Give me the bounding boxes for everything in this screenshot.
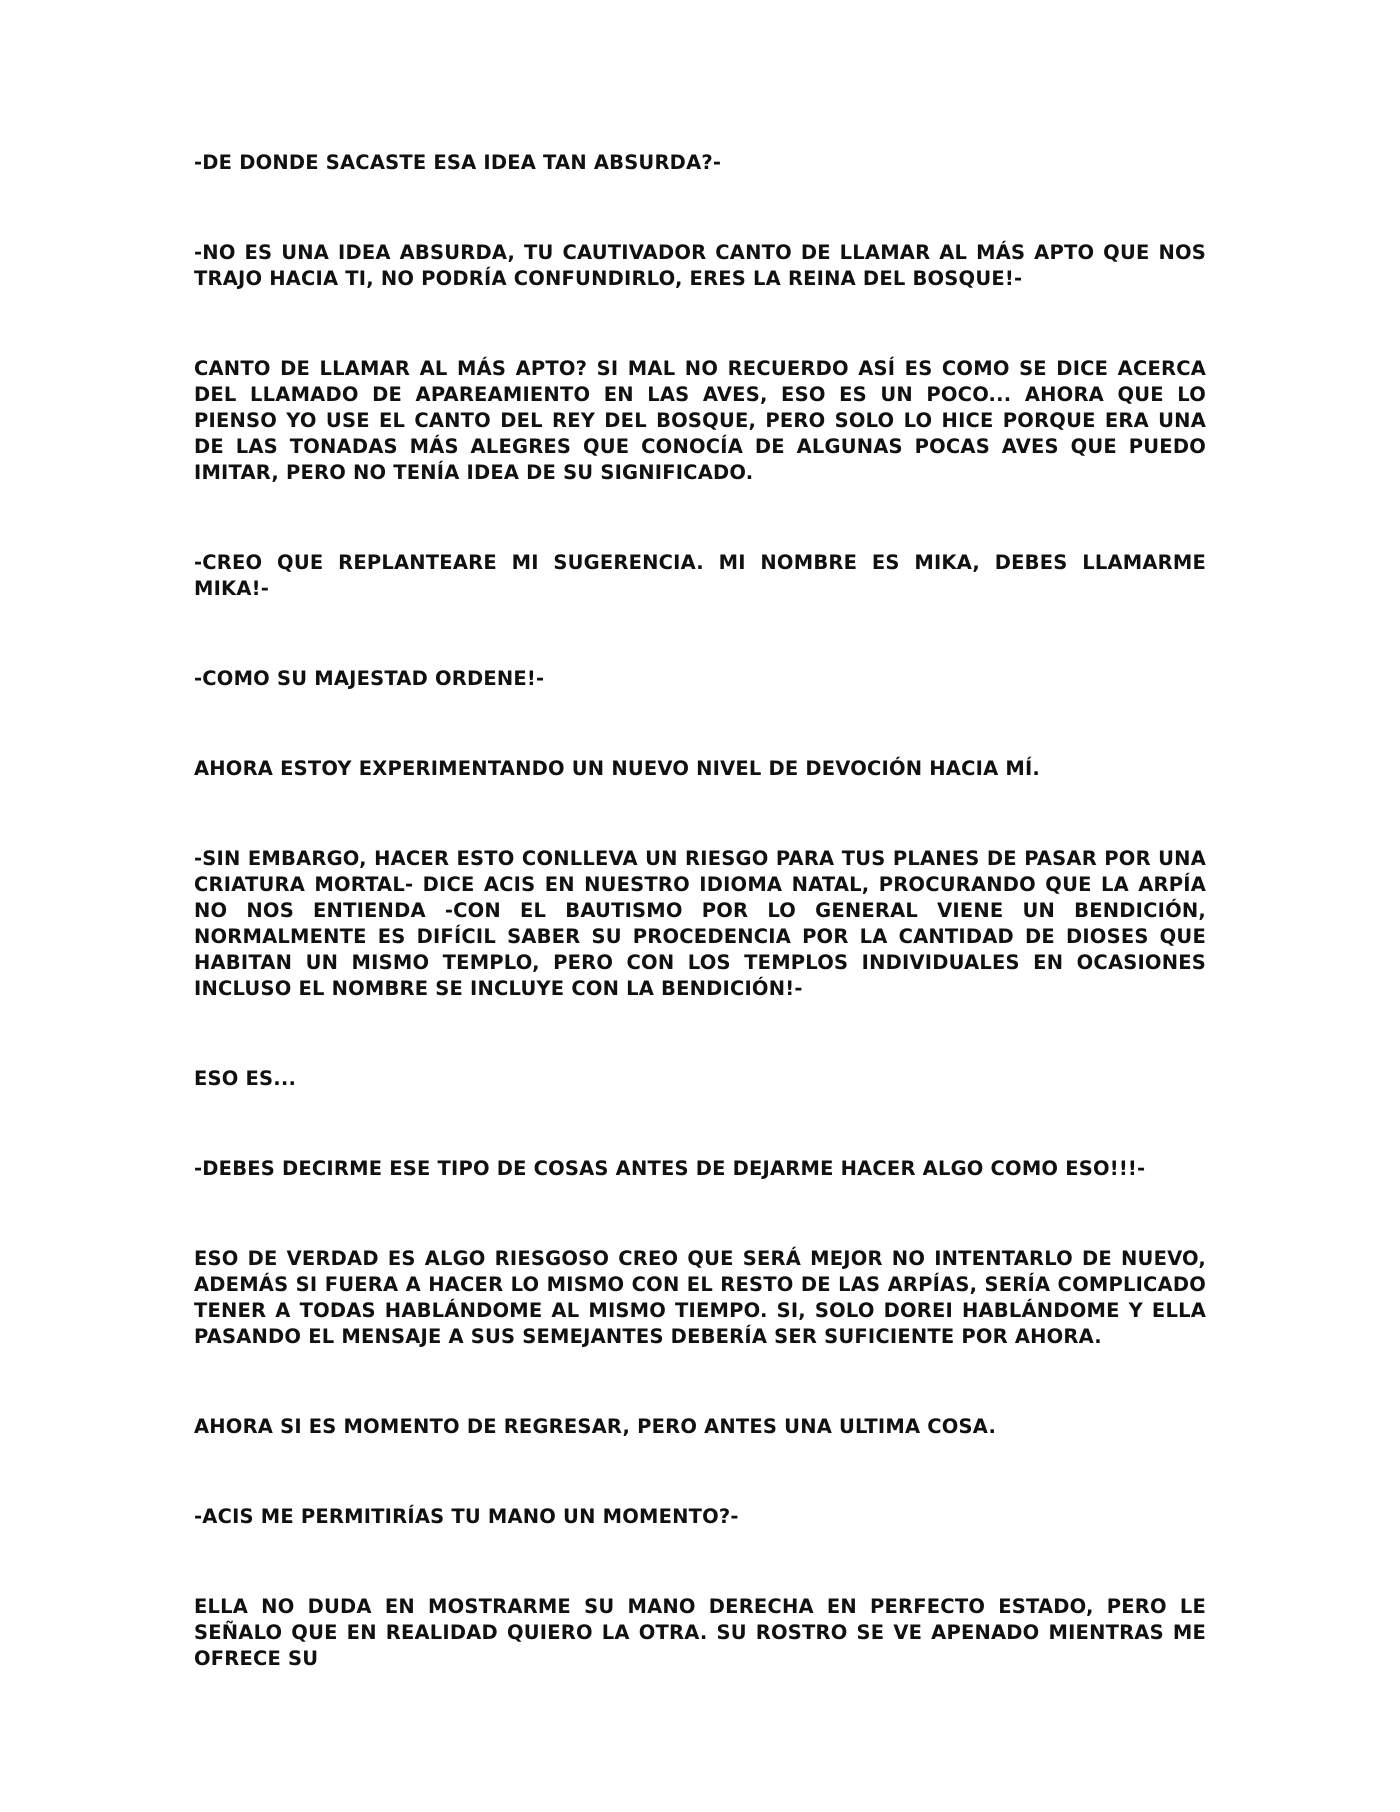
paragraph-2: -NO ES UNA IDEA ABSURDA, TU CAUTIVADOR CANTO DE LLAMAR AL MÁS APTO QUE NOS TRAJO HACIA TI, NO PODRÍA CONFUNDIRLO, ERES LA REINA DEL BOSQUE!-: [194, 241, 1206, 290]
paragraph-12: -ACIS ME PERMITIRÍAS TU MANO UN MOMENTO?-: [194, 1505, 739, 1528]
paragraph-9: -DEBES DECIRME ESE TIPO DE COSAS ANTES DE DEJARME HACER ALGO COMO ESO!!!-: [194, 1157, 1146, 1180]
paragraph-6: AHORA ESTOY EXPERIMENTANDO UN NUEVO NIVEL DE DEVOCIÓN HACIA MÍ.: [194, 757, 1041, 780]
paragraph-11: AHORA SI ES MOMENTO DE REGRESAR, PERO ANTES UNA ULTIMA COSA.: [194, 1415, 997, 1438]
paragraph-3: CANTO DE LLAMAR AL MÁS APTO? SI MAL NO RECUERDO ASÍ ES COMO SE DICE ACERCA DEL LLAMADO DE APAREAMIENTO EN LAS AVES, ESO ES UN POCO... AHORA QUE LO PIENSO YO USE EL CANTO DEL REY DEL BOSQUE, PERO SOLO LO HICE PORQUE ERA UNA DE LAS TONADAS MÁS ALEGRES QUE CONOCÍA DE ALGUNAS POCAS AVES QUE PUEDO IMITAR, PERO NO TENÍA IDEA DE SU SIGNIFICADO.: [194, 357, 1206, 484]
paragraph-5: -COMO SU MAJESTAD ORDENE!-: [194, 667, 545, 690]
paragraph-10: ESO DE VERDAD ES ALGO RIESGOSO CREO QUE SERÁ MEJOR NO INTENTARLO DE NUEVO, ADEMÁS SI FUERA A HACER LO MISMO CON EL RESTO DE LAS ARPÍAS, SERÍA COMPLICADO TENER A TODAS HABLÁNDOME AL MISMO TIEMPO. SI, SOLO DOREI HABLÁNDOME Y ELLA PASANDO EL MENSAJE A SUS SEMEJANTES DEBERÍA SER SUFICIENTE POR AHORA.: [194, 1247, 1206, 1348]
paragraph-1: -DE DONDE SACASTE ESA IDEA TAN ABSURDA?-: [194, 151, 722, 174]
paragraph-8: ESO ES...: [194, 1067, 297, 1090]
paragraph-7: -SIN EMBARGO, HACER ESTO CONLLEVA UN RIESGO PARA TUS PLANES DE PASAR POR UNA CRIATURA MORTAL- DICE ACIS EN NUESTRO IDIOMA NATAL, PROCURANDO QUE LA ARPÍA NO NOS ENTIENDA -CON EL BAUTISMO POR LO GENERAL VIENE UN BENDICIÓN, NORMALMENTE ES DIFÍCIL SABER SU PROCEDENCIA POR LA CANTIDAD DE DIOSES QUE HABITAN UN MISMO TEMPLO, PERO CON LOS TEMPLOS INDIVIDUALES EN OCASIONES INCLUSO EL NOMBRE SE INCLUYE CON LA BENDICIÓN!-: [194, 847, 1206, 1000]
paragraph-4: -CREO QUE REPLANTEARE MI SUGERENCIA. MI NOMBRE ES MIKA, DEBES LLAMARME MIKA!-: [194, 551, 1206, 600]
paragraph-13: ELLA NO DUDA EN MOSTRARME SU MANO DERECHA EN PERFECTO ESTADO, PERO LE SEÑALO QUE EN REALIDAD QUIERO LA OTRA. SU ROSTRO SE VE APENADO MIENTRAS ME OFRECE SU: [194, 1595, 1206, 1670]
text-column: [194, 150, 1206, 1790]
